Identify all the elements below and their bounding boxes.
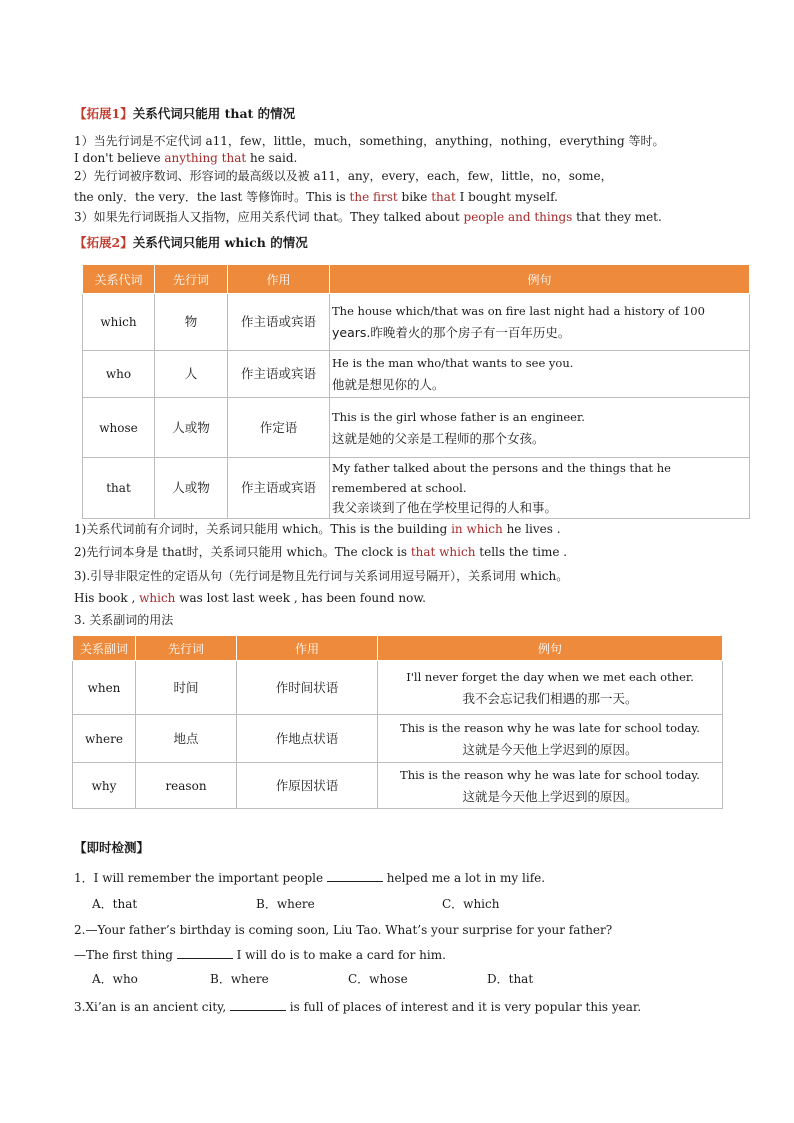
example-cn: 这就是今天他上学迟到的原因。 [462, 741, 638, 757]
answer-blank[interactable] [230, 998, 286, 1011]
header-cell: 例句 [378, 636, 723, 661]
example-cn: 这就是她的父亲是工程师的那个女孩。 [332, 430, 545, 446]
ext1-example1 [74, 150, 297, 166]
header-cell: 关系副词 [73, 636, 136, 661]
line3-highlight: people and things [463, 210, 573, 224]
antecedent-cell: 人 [155, 351, 228, 398]
q1-text-a: 1．I will remember the important people [74, 871, 327, 885]
note2-text-b: tells the time . [475, 545, 568, 559]
example-en: I'll never forget the day when we met each other. [406, 669, 694, 684]
q1-text-b: helped me a lot in my life. [382, 871, 546, 885]
header-cell: 作用 [228, 265, 330, 294]
section-3-title: 3. 关系副词的用法 [74, 613, 174, 627]
note4-text-a: His book , [74, 591, 140, 605]
example-cn: 我不会忘记我们相遇的那一天。 [462, 690, 638, 706]
ext1-tag: 拓展1 [86, 106, 121, 121]
ext1-title: 关系代词只能用 that 的情况 [132, 106, 296, 121]
example-en: My father talked about the persons and the things that he [332, 461, 671, 475]
ext2-heading [74, 235, 308, 251]
example-en: The house which/that was on fire last night had a history of 100 [332, 304, 705, 318]
pronoun-cell: who [83, 351, 155, 398]
line3-text-b: that they met. [572, 210, 662, 224]
example-cn: years.昨晚着火的那个房子有一百年历史。 [332, 325, 571, 340]
note-4 [74, 590, 426, 606]
header-cell: 先行词 [136, 636, 237, 661]
note2-text-a: 2)先行词本身是 that时，关系词只能用 which。The clock is [74, 545, 411, 559]
question-3 [74, 998, 641, 1015]
q1-option-c[interactable]: C．which [442, 897, 500, 911]
line2b-text-c: I bought myself. [455, 190, 558, 204]
antecedent-cell: 人或物 [155, 458, 228, 519]
ex1-text-a: I don't believe [74, 151, 165, 165]
note2-highlight: that which [410, 545, 476, 559]
q3-text-b: is full of places of interest and it is very popular this year. [285, 1000, 642, 1014]
q2-text-b: I will do is to make a card for him. [232, 948, 446, 962]
q2-option-a[interactable]: A．who [92, 972, 138, 986]
table-row [73, 763, 723, 809]
example-cell [378, 715, 723, 763]
line3-text-a: 3）如果先行词既指人又指物，应用关系代词 that。They talked about [74, 210, 464, 224]
quiz-title: 【即时检测】 [74, 840, 150, 855]
table-row [83, 351, 750, 398]
note-2 [74, 544, 567, 560]
line2b-text-a: the only．the very．the last 等修饰时。This is [74, 190, 350, 204]
q1-option-a[interactable]: A．that [92, 897, 138, 911]
relative-adverb-table [72, 636, 723, 809]
example-cell [378, 763, 723, 809]
adverb-cell: when [73, 661, 136, 715]
pronoun-cell: whose [83, 398, 155, 458]
header-cell: 作用 [237, 636, 378, 661]
example-cell [330, 351, 750, 398]
note4-highlight: which [139, 591, 176, 605]
antecedent-cell: 人或物 [155, 398, 228, 458]
bracket-close: 】 [120, 235, 133, 250]
table-row [73, 661, 723, 715]
bracket-close: 】 [120, 106, 133, 121]
ext1-line2a: 2）先行词被序数词、形容词的最高级以及被 a11，any，every，each，few，little，no，some， [74, 169, 613, 183]
q2-text-a: —The first thing [74, 948, 177, 962]
header-cell: 先行词 [155, 265, 228, 294]
function-cell: 作时间状语 [237, 661, 378, 715]
table-row [83, 458, 750, 519]
question-2-reply [74, 946, 446, 963]
header-cell: 关系代词 [83, 265, 155, 294]
ext1-line3 [74, 209, 662, 225]
note4-text-b: was lost last week , has been found now. [175, 591, 426, 605]
adverb-cell: where [73, 715, 136, 763]
line2b-text-b: bike [397, 190, 432, 204]
line2b-highlight-1: the first [349, 190, 398, 204]
example-cn: 他就是想见你的人。 [332, 377, 445, 392]
table-row [83, 398, 750, 458]
ext2-title: 关系代词只能用 which 的情况 [132, 235, 308, 250]
note1-highlight: in which [451, 522, 503, 536]
note-1 [74, 521, 561, 537]
note1-text-a: 1)关系代词前有介词时，关系词只能用 which。This is the building [74, 522, 452, 536]
q2-option-b[interactable]: B．where [210, 972, 269, 986]
answer-blank[interactable] [177, 946, 233, 959]
ext1-line2b [74, 189, 558, 205]
table-header-row [83, 265, 750, 294]
example-en: This is the girl whose father is an engineer. [332, 409, 585, 424]
answer-blank[interactable] [327, 869, 383, 882]
pronoun-cell: that [83, 458, 155, 519]
example-cn: 我父亲谈到了他在学校里记得的人和事。 [332, 500, 558, 515]
adverb-cell: why [73, 763, 136, 809]
antecedent-cell: reason [136, 763, 237, 809]
function-cell: 作主语或宾语 [228, 351, 330, 398]
example-cell [378, 661, 723, 715]
example-en: This is the reason why he was late for school today. [400, 767, 700, 782]
ext1-line1: 1）当先行词是不定代词 a11，few，little，much，something，anything，nothing，everything 等时。 [74, 134, 665, 148]
antecedent-cell: 地点 [136, 715, 237, 763]
example-cell [330, 398, 750, 458]
antecedent-cell: 物 [155, 294, 228, 351]
header-cell: 例句 [330, 265, 750, 294]
question-2: 2.—Your father’s birthday is coming soon, Liu Tao. What’s your surprise for your father? [74, 923, 613, 937]
function-cell: 作地点状语 [237, 715, 378, 763]
ext1-heading [74, 106, 295, 122]
example-en: He is the man who/that wants to see you. [332, 356, 574, 370]
table-row [83, 294, 750, 351]
relative-pronoun-table [82, 265, 750, 519]
ext2-tag: 拓展2 [86, 235, 121, 250]
example-cell [330, 458, 750, 519]
question-1 [74, 869, 545, 886]
q2-option-c[interactable]: C．whose [348, 972, 408, 986]
example-cn: 这就是今天他上学迟到的原因。 [462, 788, 638, 804]
table-header-row [73, 636, 723, 661]
q2-option-d[interactable]: D．that [487, 972, 534, 986]
ex1-text-b: he said. [246, 151, 298, 165]
note-3: 3).引导非限定性的定语从句（先行词是物且先行词与关系词用逗号隔开），关系词用 which。 [74, 569, 569, 583]
function-cell: 作主语或宾语 [228, 294, 330, 351]
bracket-open: 【 [74, 235, 87, 250]
q1-option-b[interactable]: B．where [256, 897, 315, 911]
table-row [73, 715, 723, 763]
antecedent-cell: 时间 [136, 661, 237, 715]
note1-text-b: he lives . [502, 522, 561, 536]
example-en: remembered at school. [332, 481, 467, 495]
example-en: This is the reason why he was late for school today. [400, 720, 700, 735]
line2b-highlight-2: that [431, 190, 456, 204]
function-cell: 作原因状语 [237, 763, 378, 809]
function-cell: 作定语 [228, 398, 330, 458]
example-cell [330, 294, 750, 351]
pronoun-cell: which [83, 294, 155, 351]
q3-text-a: 3.Xi’an is an ancient city, [74, 1000, 230, 1014]
ex1-highlight: anything that [164, 151, 247, 165]
function-cell: 作主语或宾语 [228, 458, 330, 519]
bracket-open: 【 [74, 106, 87, 121]
